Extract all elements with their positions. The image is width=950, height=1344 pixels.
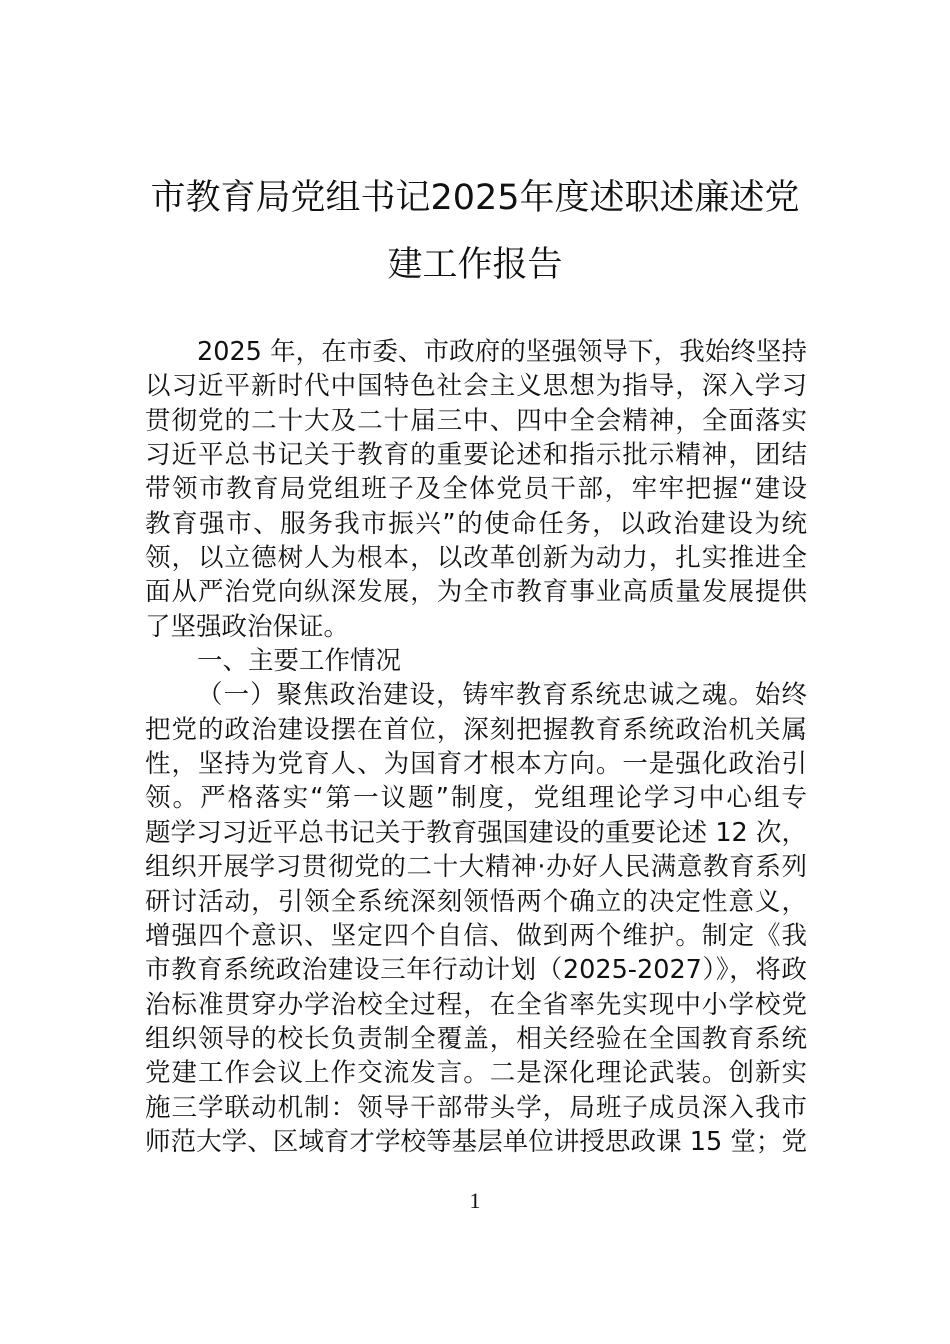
page-number: 1 bbox=[469, 1188, 481, 1213]
text-line: 题学习习近平总书记关于教育强国建设的重要论述 12 次， bbox=[145, 817, 807, 848]
text-line: 研讨活动，引领全系统深刻领悟两个确立的决定性意义， bbox=[145, 886, 807, 917]
text-line: 领，以立德树人为根本，以改革创新为动力，扎实推进全 bbox=[145, 543, 807, 574]
text-line: 师范大学、区域育才学校等基层单位讲授思政课 15 堂；党 bbox=[145, 1126, 807, 1157]
text-line: 教育强市、服务我市振兴”的使命任务，以政治建设为统 bbox=[145, 508, 807, 539]
text-line: 性，坚持为党育人、为国育才根本方向。一是强化政治引 bbox=[145, 749, 807, 780]
text-line: 一、主要工作情况 bbox=[197, 646, 402, 677]
text-line: 党建工作会议上作交流发言。二是深化理论武装。创新实 bbox=[145, 1058, 807, 1089]
text-line: 2025 年，在市委、市政府的坚强领导下，我始终坚持 bbox=[197, 337, 807, 367]
text-line: （一）聚焦政治建设，铸牢教育系统忠诚之魂。始终 bbox=[197, 680, 807, 711]
text-line: 以习近平新时代中国特色社会主义思想为指导，深入学习 bbox=[145, 371, 807, 402]
text-line: 组织领导的校长负责制全覆盖，相关经验在全国教育系统 bbox=[145, 1023, 807, 1054]
text-line: 施三学联动机制：领导干部带头学，局班子成员深入我市 bbox=[145, 1092, 807, 1123]
text-line: 领。严格落实“第一议题”制度，党组理论学习中心组专 bbox=[145, 783, 807, 814]
section-heading bbox=[145, 644, 807, 678]
paragraph bbox=[145, 335, 807, 644]
document-title-line-2: 建工作报告 bbox=[387, 245, 563, 285]
text-line: 了坚强政治保证。 bbox=[145, 611, 350, 642]
text-line: 市教育系统政治建设三年行动计划（2025-2027）》，将政 bbox=[145, 955, 807, 986]
document-title-line-1: 市教育局党组书记2025年度述职述廉述党 bbox=[150, 178, 800, 218]
text-line: 增强四个意识、坚定四个自信、做到两个维护。制定《我 bbox=[145, 920, 807, 951]
text-line: 治标准贯穿办学治校全过程，在全省率先实现中小学校党 bbox=[145, 989, 807, 1020]
text-line: 贯彻党的二十大及二十届三中、四中全会精神，全面落实 bbox=[145, 405, 807, 436]
paragraph bbox=[145, 678, 807, 1159]
text-line: 面从严治党向纵深发展，为全市教育事业高质量发展提供 bbox=[145, 577, 807, 608]
text-line: 把党的政治建设摆在首位，深刻把握教育系统政治机关属 bbox=[145, 714, 807, 745]
text-line: 带领市教育局党组班子及全体党员干部，牢牢把握“建设 bbox=[145, 474, 807, 505]
text-line: 习近平总书记关于教育的重要论述和指示批示精神，团结 bbox=[145, 440, 807, 471]
text-line: 组织开展学习贯彻党的二十大精神·办好人民满意教育系列 bbox=[145, 852, 807, 883]
document-body bbox=[145, 335, 807, 1159]
